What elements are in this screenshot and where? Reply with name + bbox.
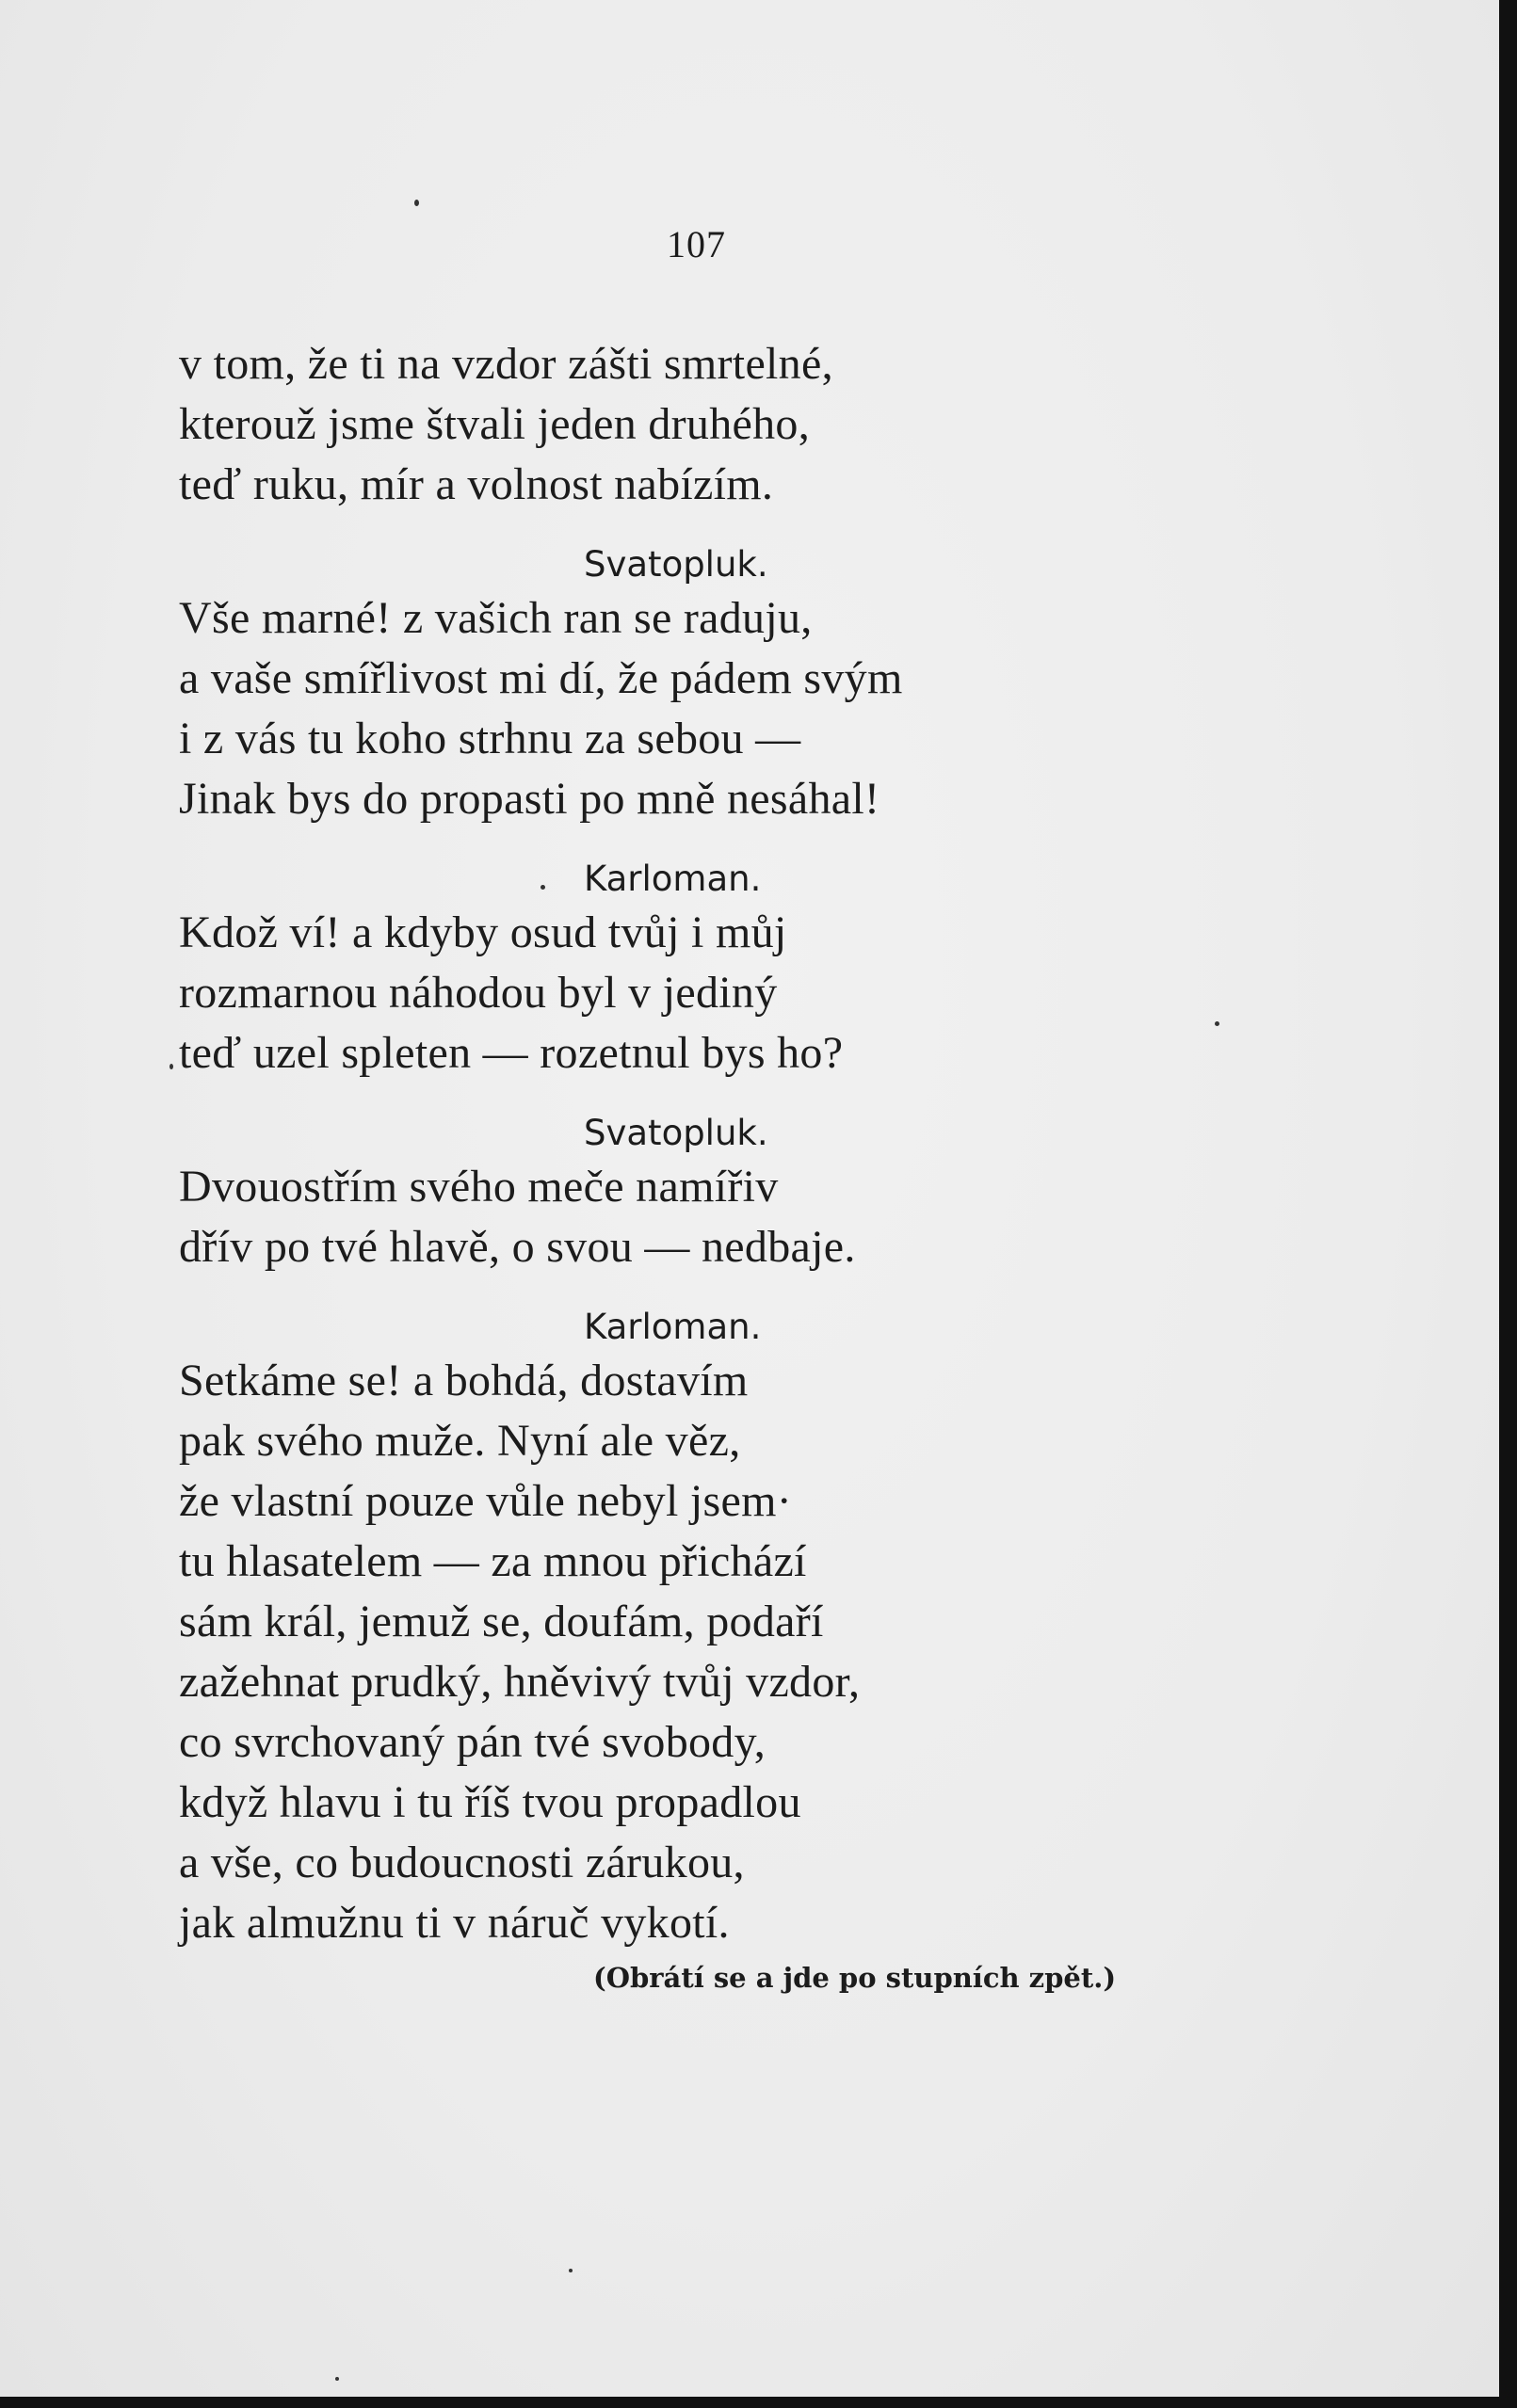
scan-speck: [414, 200, 419, 206]
verse-line: kterouž jsme štvali jeden druhého,: [179, 399, 811, 449]
scan-speck: [335, 2377, 339, 2381]
verse-line: tu hlasatelem — za mnou přichází: [179, 1536, 807, 1586]
play-text: [179, 334, 1356, 1999]
verse-line: i z vás tu koho strhnu za sebou —: [179, 714, 801, 763]
verse-line: dřív po tvé hlavě, o svou — nedbaje.: [179, 1222, 856, 1272]
verse-line: v tom, že ti na vzdor zášti smrtelné,: [179, 339, 833, 389]
scan-speck: [1215, 1021, 1219, 1026]
verse-line: Vše marné! z vašich ran se raduju,: [179, 593, 813, 643]
speaker-name: Karloman.: [584, 1307, 762, 1347]
scan-speck: [569, 2269, 573, 2272]
page-number: 107: [667, 223, 726, 265]
stage-direction: (Obrátí se a jde po stupních zpět.): [593, 1962, 1117, 1994]
scan-border-bottom: [0, 2397, 1517, 2408]
verse-line: teď ruku, mír a volnost nabízím.: [179, 459, 774, 509]
speaker-name: Svatopluk.: [584, 1113, 768, 1153]
verse-line: zažehnat prudký, hněvivý tvůj vzdor,: [179, 1657, 861, 1707]
verse-line: pak svého muže. Nyní ale věz,: [179, 1416, 741, 1466]
speaker-name: Karloman.: [584, 859, 762, 899]
verse-line: Setkáme se! a bohdá, dostavím: [179, 1356, 749, 1405]
verse-line: a vaše smířlivost mi dí, že pádem svým: [179, 653, 903, 703]
verse-line: Jinak bys do propasti po mně nesáhal!: [179, 774, 880, 824]
verse-line: sám král, jemuž se, doufám, podaří: [179, 1597, 824, 1646]
scan-speck: [169, 1064, 173, 1069]
verse-line: rozmarnou náhodou byl v jediný: [179, 968, 778, 1018]
verse-line: a vše, co budoucnosti zárukou,: [179, 1838, 745, 1887]
verse-line: co svrchovaný pán tvé svobody,: [179, 1717, 767, 1767]
speaker-name: Svatopluk.: [584, 544, 768, 585]
verse-line: jak almužnu ti v náruč vykotí.: [179, 1898, 730, 1948]
verse-line: Kdož ví! a kdyby osud tvůj i můj: [179, 907, 787, 957]
verse-line: teď uzel spleten — rozetnul bys ho?: [179, 1028, 844, 1078]
scan-border-right: [1499, 0, 1517, 2408]
verse-line: když hlavu i tu říš tvou propadlou: [179, 1777, 801, 1827]
verse-line: Dvouostřím svého meče namířiv: [179, 1162, 779, 1212]
scan-speck: [541, 885, 545, 890]
verse-line: že vlastní pouze vůle nebyl jsem·: [179, 1476, 793, 1526]
